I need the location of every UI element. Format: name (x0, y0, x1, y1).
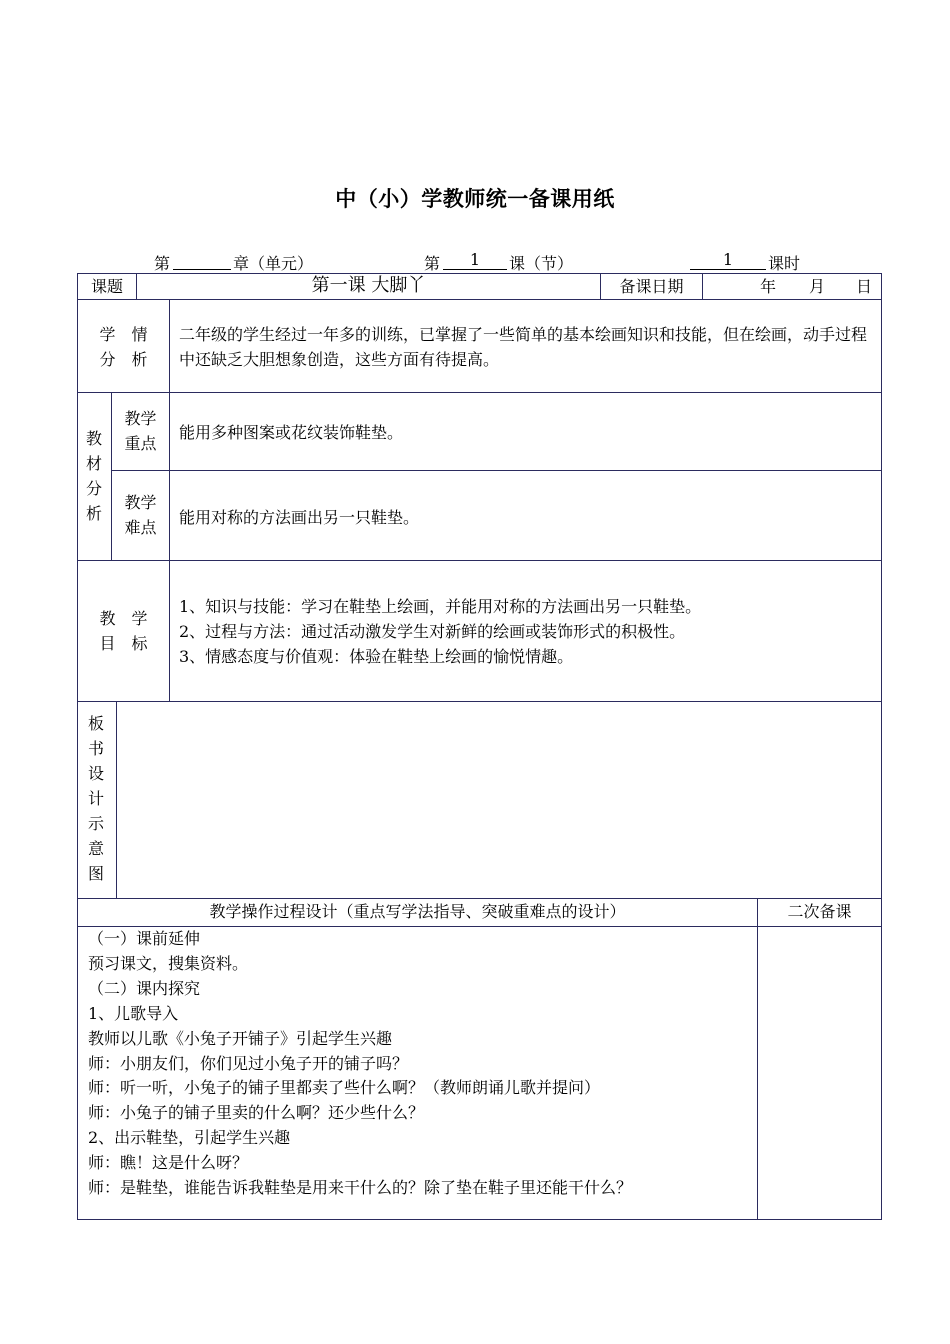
process-line: 1、儿歌导入 (88, 1003, 179, 1023)
board-design-area (118, 703, 880, 897)
process-line: 师：小兔子的铺子里卖的什么啊？还少些什么？ (88, 1103, 425, 1123)
process-line: 师：小朋友们，你们见过小兔子开的铺子吗？ (88, 1053, 409, 1073)
difficulty-label-1: 教学 (124, 493, 157, 512)
objectives-label-1: 教 学 (99, 609, 148, 628)
key-point-label-2: 重点 (124, 434, 157, 453)
process-line: 师：瞧！这是什么呀？ (88, 1153, 249, 1173)
chapter-suffix: 章（单元） (233, 254, 314, 273)
objective-item: 3、情感态度与价值观：体验在鞋垫上绘画的愉悦情趣。 (179, 647, 574, 666)
process-line: 预习课文，搜集资料。 (88, 953, 249, 973)
hours-blank: 1 (690, 251, 766, 270)
objective-item: 2、过程与方法：通过活动激发学生对新鲜的绘画或装饰形式的积极性。 (179, 622, 686, 641)
student-analysis-content: 二年级的学生经过一年多的训练，已掌握了一些简单的基本绘画知识和技能，但在绘画，动手过程中还缺乏大胆想象创造，这些方面有待提高。 (179, 325, 868, 369)
topic-label: 课题 (90, 277, 123, 296)
date-month: 月 (809, 277, 826, 296)
process-line: 教师以儿歌《小兔子开铺子》引起学生兴趣 (88, 1028, 393, 1048)
page-title: 中（小）学教师统一备课用纸 (335, 187, 615, 211)
objectives-label-2: 目 标 (99, 634, 148, 653)
topic-value: 第一课 大脚丫 (311, 275, 426, 296)
difficulty-label-2: 难点 (124, 518, 157, 537)
process-content (88, 927, 753, 1201)
process-line: （二）课内探究 (88, 978, 201, 998)
process-line: 师：听一听，小兔子的铺子里都卖了些什么啊？（教师朗诵儿歌并提问） (88, 1078, 601, 1098)
lesson-prefix: 第 (424, 254, 441, 273)
date-label: 备课日期 (619, 277, 684, 296)
process-line: 师：是鞋垫，谁能告诉我鞋垫是用来干什么的？除了垫在鞋子里还能干什么？ (88, 1178, 633, 1198)
objective-item: 1、知识与技能：学习在鞋垫上绘画，并能用对称的方法画出另一只鞋垫。 (179, 597, 702, 616)
key-point-label-1: 教学 (124, 409, 157, 428)
chapter-blank (173, 251, 231, 270)
key-point-content: 能用多种图案或花纹装饰鞋垫。 (179, 423, 404, 442)
student-analysis-label-2: 分 析 (99, 350, 148, 369)
difficulty-content: 能用对称的方法画出另一只鞋垫。 (179, 508, 420, 527)
date-day: 日 (856, 277, 873, 296)
lesson-suffix: 课（节） (509, 254, 574, 273)
process-line: 2、出示鞋垫，引起学生兴趣 (88, 1128, 291, 1148)
date-year: 年 (760, 277, 777, 296)
lesson-meta-line (0, 251, 950, 273)
board-design-label: 板 书 设 计 示 意 图 (87, 714, 104, 883)
student-analysis-label-1: 学 情 (99, 325, 148, 344)
hours-suffix: 课时 (768, 254, 801, 273)
second-prep-area (758, 927, 881, 1219)
process-header: 教学操作过程设计（重点写学法指导、突破重难点的设计） (209, 902, 626, 921)
material-analysis-label: 教 材 分 析 (85, 429, 102, 523)
process-line: （一）课前延伸 (88, 929, 201, 948)
second-prep-header: 二次备课 (787, 902, 852, 921)
chapter-prefix: 第 (154, 254, 171, 273)
lesson-blank: 1 (443, 251, 507, 270)
